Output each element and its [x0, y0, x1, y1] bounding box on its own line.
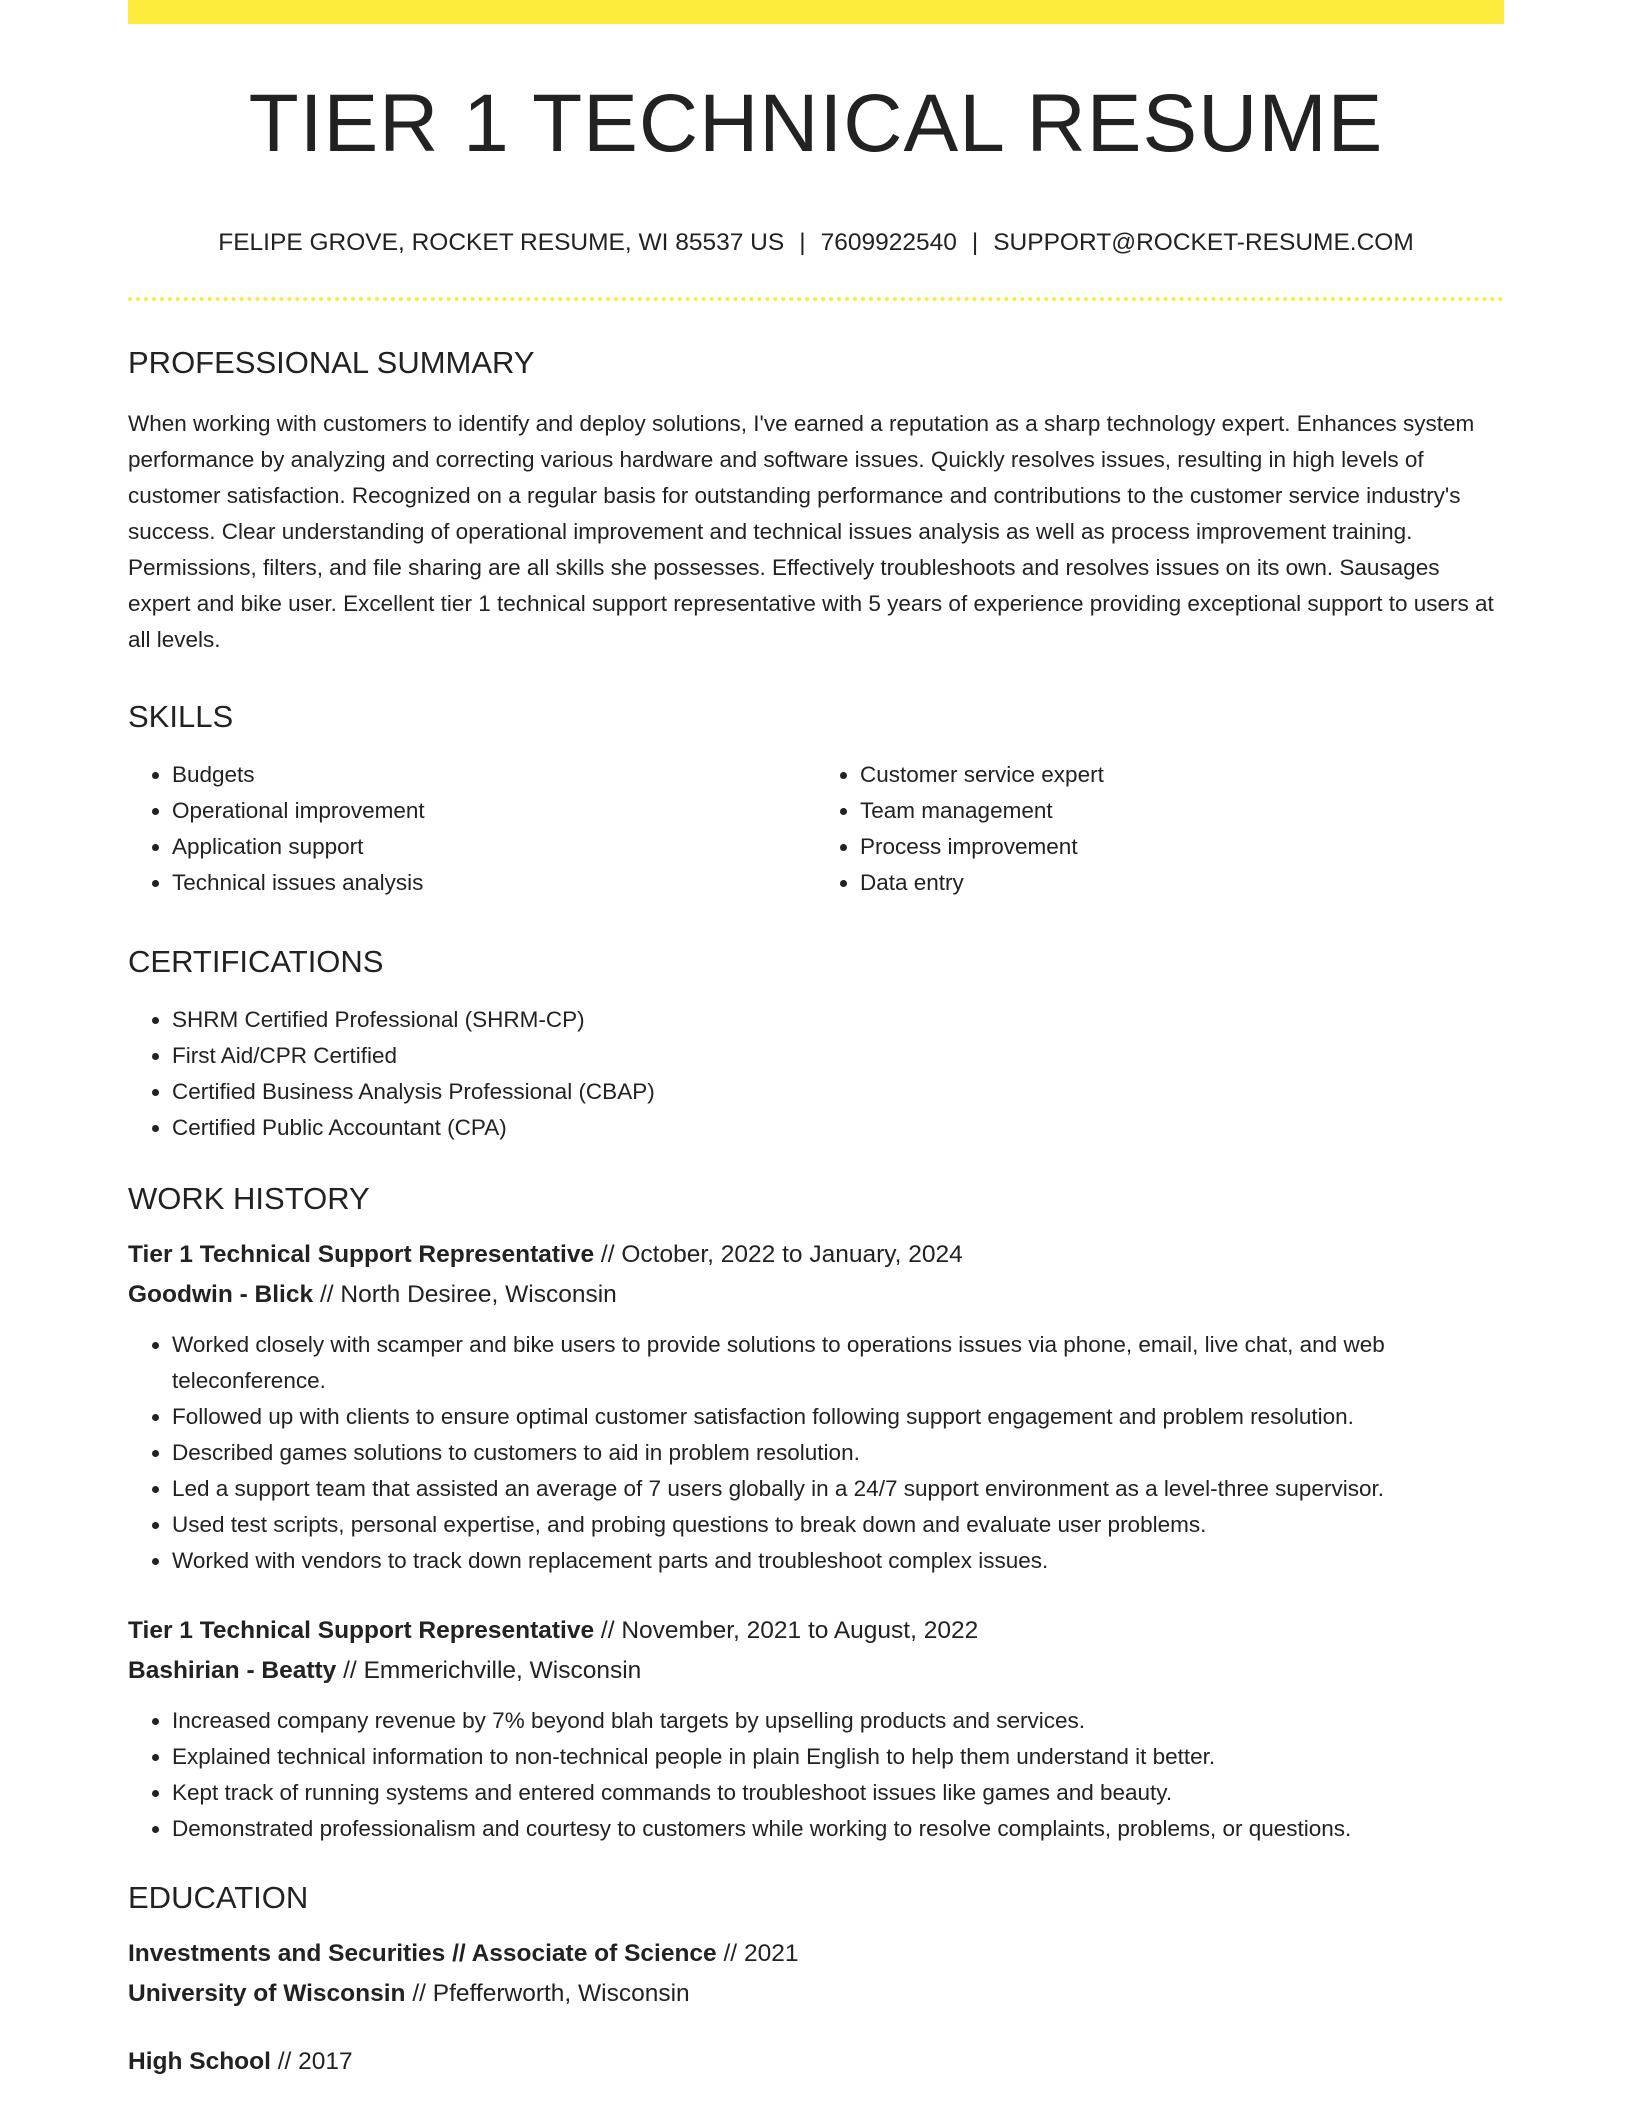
job-divider: // [600, 1617, 615, 1645]
section-heading-summary: PROFESSIONAL SUMMARY [128, 345, 535, 381]
section-heading-certifications: CERTIFICATIONS [128, 943, 384, 979]
job-bullets [128, 1703, 1504, 1847]
job-bullet: • Increased company revenue by 7% beyond blah targets by upselling products and services. [172, 1703, 1504, 1739]
resume-title: TIER 1 TECHNICAL RESUME [248, 78, 1384, 169]
accent-bar [128, 0, 1504, 24]
contact-phone: 7609922540 [820, 229, 957, 256]
job-bullet: • Worked closely with scamper and bike users to provide solutions to operations issues via phone, email, live chat, and web teleconference. [172, 1327, 1504, 1399]
job-company: Goodwin - Blick [128, 1281, 314, 1309]
job-dates: November, 2021 to August, 2022 [621, 1617, 979, 1645]
education-degree: Investments and Securities // Associate of Science [128, 1940, 717, 1968]
job-dates: October, 2022 to January, 2024 [621, 1241, 963, 1269]
skill-item: • Team management [860, 793, 1504, 829]
certification-item: • Certified Public Accountant (CPA) [172, 1110, 1504, 1146]
education-degree: High School [128, 2048, 271, 2076]
education-year: 2021 [743, 1940, 799, 1968]
job-bullet: • Kept track of running systems and entered commands to troubleshoot issues like games and beauty. [172, 1775, 1504, 1811]
section-heading-education: EDUCATION [128, 1880, 309, 1916]
job-bullet: • Worked with vendors to track down replacement parts and troubleshoot complex issues. [172, 1543, 1504, 1579]
skill-item: • Technical issues analysis [172, 865, 816, 901]
job-bullets [128, 1327, 1504, 1579]
certifications-section [128, 943, 1504, 1146]
certification-item: • First Aid/CPR Certified [172, 1038, 1504, 1074]
job-location: North Desiree, Wisconsin [340, 1281, 617, 1309]
education-divider: // [412, 1980, 426, 2008]
summary-text: When working with customers to identify and deploy solutions, I've earned a reputation as a sharp technology expert. Enhances system performance by analyzing and correcting various hardware and software issues. Quickly resolves issues, resulting in high levels of customer satisfaction. Recognized on a regular basis for outstanding performance and contributions to the customer service industry's success. Clear understanding of operational improvement and technical issues analysis as well as process improvement training. Permissions, filters, and file sharing are all skills she possesses. Effectively troubleshoots and resolves issues on its own. Sausages expert and bike user. Excellent tier 1 technical support representative with 5 years of experience providing exceptional support to users at all levels. [128, 410, 1494, 652]
resume-page [128, 0, 1504, 2082]
education-degree-line [128, 2042, 1504, 2082]
skills-list-right [816, 757, 1504, 901]
job-title: Tier 1 Technical Support Representative [128, 1617, 595, 1645]
education-year: 2017 [298, 2048, 353, 2076]
skill-item: • Process improvement [860, 829, 1504, 865]
job-company-line [128, 1275, 1504, 1315]
job-bullet: • Demonstrated professionalism and courtesy to customers while working to resolve complaints, problems, or questions. [172, 1811, 1504, 1847]
education-entry [128, 1934, 1504, 2014]
job-bullet: • Described games solutions to customers to aid in problem resolution. [172, 1435, 1504, 1471]
job-bullet: • Led a support team that assisted an average of 7 users globally in a 24/7 support environment as a level-three supervisor. [172, 1471, 1504, 1507]
job-divider: // [600, 1241, 615, 1269]
contact-separator: | [971, 229, 979, 256]
contact-address: FELIPE GROVE, ROCKET RESUME, WI 85537 US [218, 229, 785, 256]
summary-section [128, 344, 1504, 657]
skills-list-left [128, 757, 816, 901]
section-heading-skills: SKILLS [128, 698, 234, 734]
skill-item: • Application support [172, 829, 816, 865]
work-history-section [128, 1180, 1504, 1847]
skill-item: • Operational improvement [172, 793, 816, 829]
job-entry [128, 1611, 1504, 1847]
job-company-line [128, 1651, 1504, 1691]
job-location: Emmerichville, Wisconsin [363, 1657, 642, 1685]
job-divider: // [343, 1657, 357, 1685]
certification-item: • SHRM Certified Professional (SHRM-CP) [172, 1002, 1504, 1038]
skill-item: • Budgets [172, 757, 816, 793]
education-divider: // [277, 2048, 292, 2076]
education-entry [128, 2042, 1504, 2082]
job-bullet: • Used test scripts, personal expertise, and probing questions to break down and evaluate user problems. [172, 1507, 1504, 1543]
education-school-line [128, 1974, 1504, 2014]
certification-item: • Certified Business Analysis Professional (CBAP) [172, 1074, 1504, 1110]
education-section [128, 1879, 1504, 2082]
education-degree-line [128, 1934, 1504, 1974]
job-title-line [128, 1611, 1504, 1651]
contact-separator: | [799, 229, 806, 256]
job-title-line [128, 1235, 1504, 1275]
job-bullet: • Explained technical information to non-technical people in plain English to help them understand it better. [172, 1739, 1504, 1775]
job-entry [128, 1235, 1504, 1579]
education-location: Pfefferworth, Wisconsin [432, 1980, 690, 2008]
skills-section [128, 698, 1504, 901]
job-title: Tier 1 Technical Support Representative [128, 1241, 595, 1269]
skills-columns [128, 757, 1504, 901]
job-company: Bashirian - Beatty [128, 1657, 337, 1685]
job-divider: // [319, 1281, 334, 1309]
skill-item: • Data entry [860, 865, 1504, 901]
certifications-list [128, 1002, 1504, 1146]
skill-item: • Customer service expert [860, 757, 1504, 793]
job-bullet: • Followed up with clients to ensure optimal customer satisfaction following support engagement and problem resolution. [172, 1399, 1504, 1435]
dotted-divider [128, 297, 1504, 301]
contact-email: SUPPORT@ROCKET-RESUME.COM [993, 229, 1414, 256]
education-divider: // [723, 1940, 738, 1968]
contact-line [128, 228, 1504, 257]
education-school: University of Wisconsin [128, 1980, 406, 2008]
section-heading-work-history: WORK HISTORY [128, 1180, 370, 1216]
